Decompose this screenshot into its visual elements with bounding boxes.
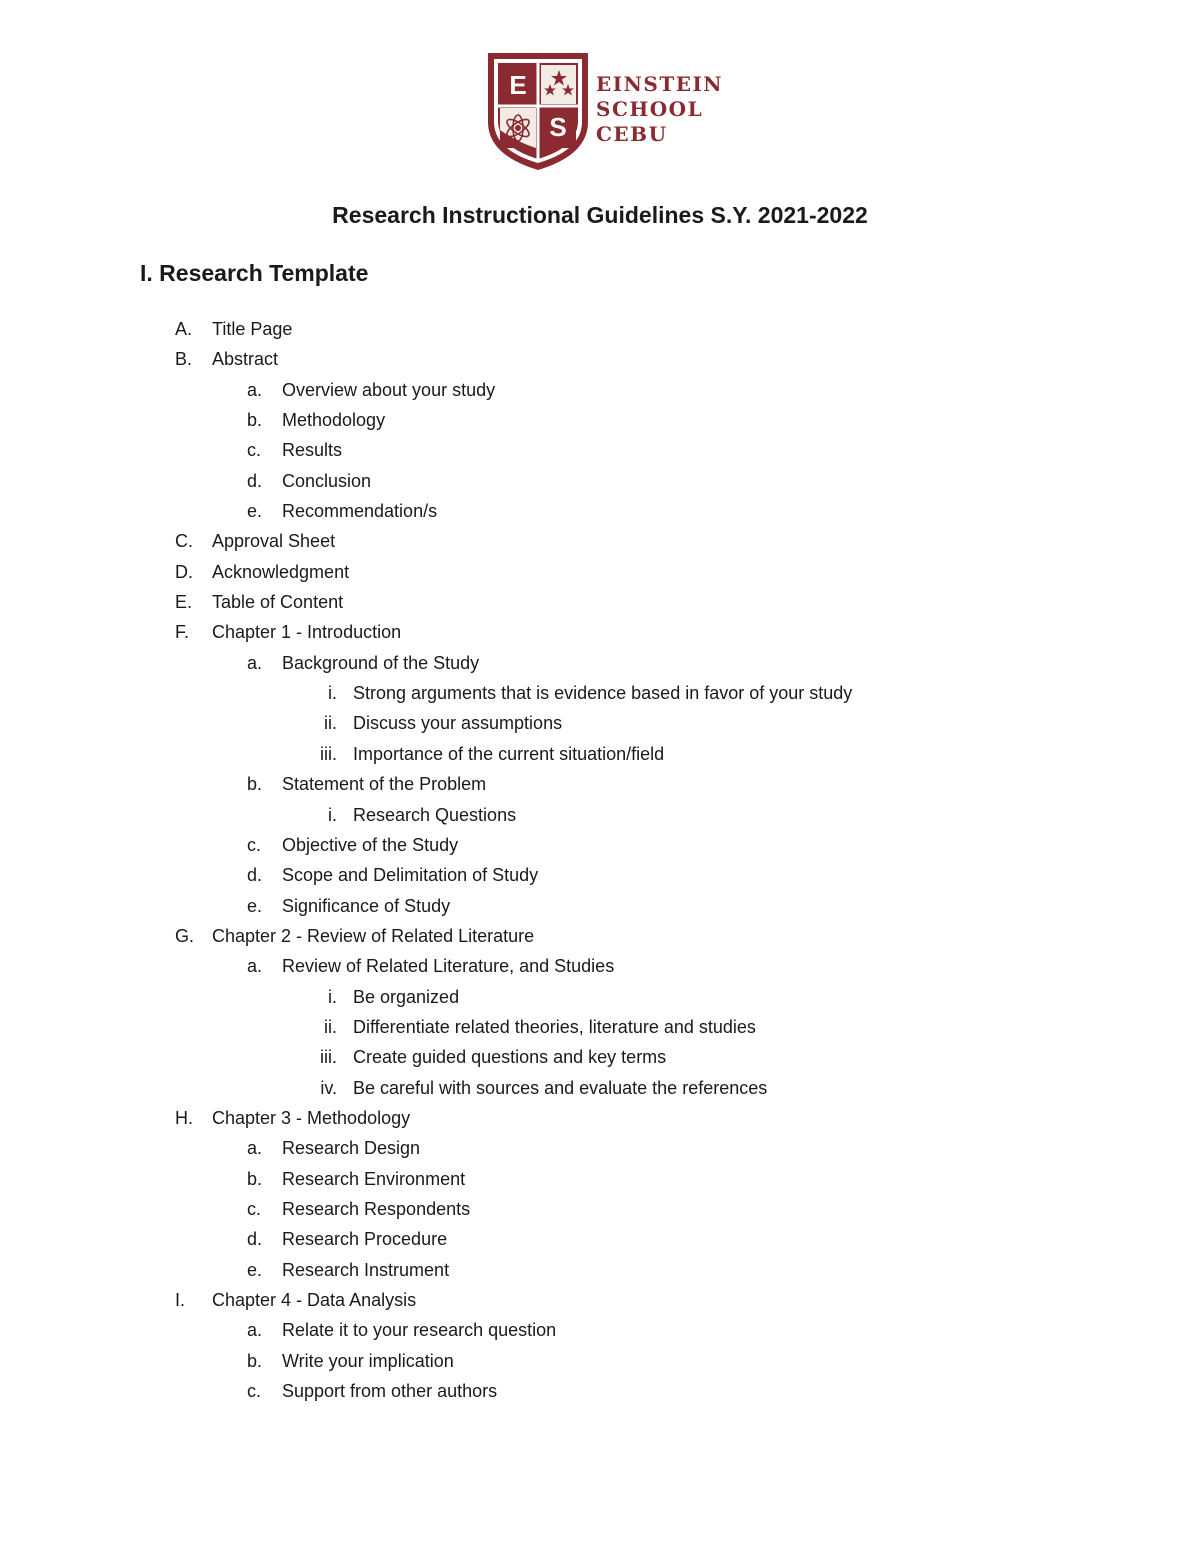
outline-marker: ii. xyxy=(324,1016,337,1037)
outline-marker: C. xyxy=(175,531,193,552)
outline-item-level-1 xyxy=(0,617,1200,647)
outline-marker: B. xyxy=(175,349,193,370)
outline-text: Objective of the Study xyxy=(282,834,459,855)
outline-marker: i. xyxy=(328,986,337,1007)
outline-item-level-3 xyxy=(0,678,1200,708)
school-logo xyxy=(485,50,724,175)
outline-item-level-2 xyxy=(0,769,1200,799)
outline-text: Be careful with sources and evaluate the references xyxy=(353,1077,768,1098)
outline-text: Research Respondents xyxy=(282,1198,471,1219)
outline-item-level-2 xyxy=(0,1376,1200,1406)
outline-marker: c. xyxy=(247,440,262,461)
outline-text: Chapter 4 - Data Analysis xyxy=(212,1290,417,1310)
outline-text: Methodology xyxy=(282,410,386,431)
outline-text: Chapter 1 - Introduction xyxy=(212,622,402,643)
outline-text: Research Questions xyxy=(353,804,517,825)
outline-marker: i. xyxy=(328,804,337,825)
outline-marker: c. xyxy=(247,1198,262,1219)
outline-text: Scope and Delimitation of Study xyxy=(282,865,539,886)
outline-item-level-2 xyxy=(0,1224,1200,1254)
outline-text: Differentiate related theories, literature and studies xyxy=(353,1016,756,1037)
outline-item-level-2 xyxy=(0,1315,1200,1345)
outline-item-level-2 xyxy=(0,1346,1200,1376)
outline-item-level-1 xyxy=(0,557,1200,587)
outline-marker: D. xyxy=(175,561,193,582)
outline-marker: b. xyxy=(247,774,263,795)
school-name-line3: CEBU xyxy=(596,122,668,146)
outline-marker: E. xyxy=(175,592,193,613)
outline-marker: H. xyxy=(175,1107,193,1128)
outline-item-level-3 xyxy=(0,739,1200,769)
outline-marker: a. xyxy=(247,652,263,673)
outline-text: Table of Content xyxy=(212,592,344,613)
outline-item-level-2 xyxy=(0,1164,1200,1194)
outline-text: Write your implication xyxy=(282,1350,454,1371)
outline-marker: d. xyxy=(247,1229,263,1250)
outline-text: Relate it to your research question xyxy=(282,1320,557,1341)
outline-text: Strong arguments that is evidence based in favor of your study xyxy=(353,683,853,704)
outline-marker: d. xyxy=(247,865,263,886)
outline-text: Acknowledgment xyxy=(212,561,350,582)
outline-marker: G. xyxy=(175,925,195,946)
outline-text: Results xyxy=(282,440,343,461)
outline-marker: a. xyxy=(247,1320,263,1341)
outline-marker: b. xyxy=(247,1350,263,1371)
outline-marker: F. xyxy=(175,622,190,643)
outline-text: Statement of the Problem xyxy=(282,774,487,795)
outline-list xyxy=(0,314,1200,1406)
outline-text: Review of Related Literature, and Studies xyxy=(282,956,615,977)
outline-text: Create guided questions and key terms xyxy=(353,1047,667,1068)
outline-marker: c. xyxy=(247,834,262,855)
outline-marker: b. xyxy=(247,410,263,431)
outline-text: Research Design xyxy=(282,1138,421,1159)
outline-item-level-2 xyxy=(0,1255,1200,1285)
outline-item-level-2 xyxy=(0,1194,1200,1224)
outline-marker: a. xyxy=(247,379,263,400)
outline-marker: I. xyxy=(175,1290,186,1310)
outline-marker: d. xyxy=(247,470,263,491)
outline-item-level-1 xyxy=(0,344,1200,374)
outline-text: Chapter 2 - Review of Related Literature xyxy=(212,925,535,946)
svg-text:S: S xyxy=(549,112,567,142)
outline-item-level-3 xyxy=(0,800,1200,830)
outline-item-level-2 xyxy=(0,405,1200,435)
outline-item-level-2 xyxy=(0,648,1200,678)
outline-item-level-1 xyxy=(0,526,1200,556)
section-heading: I. Research Template xyxy=(140,260,369,286)
outline-item-level-2 xyxy=(0,1133,1200,1163)
outline-marker: e. xyxy=(247,1259,263,1280)
crest-icon xyxy=(485,50,595,172)
outline-item-level-1 xyxy=(0,1103,1200,1133)
outline-item-level-3 xyxy=(0,982,1200,1012)
outline-marker: iii. xyxy=(320,1047,337,1068)
outline-item-level-2 xyxy=(0,951,1200,981)
outline-item-level-2 xyxy=(0,891,1200,921)
outline-marker: a. xyxy=(247,956,263,977)
outline-text: Overview about your study xyxy=(282,379,496,400)
outline-marker: e. xyxy=(247,501,263,522)
outline-text: Recommendation/s xyxy=(282,501,438,522)
outline-item-level-2 xyxy=(0,830,1200,860)
outline-marker: c. xyxy=(247,1381,262,1402)
svg-text:E: E xyxy=(509,70,527,100)
outline-text: Support from other authors xyxy=(282,1381,498,1402)
outline-text: Be organized xyxy=(353,986,460,1007)
outline-item-level-1 xyxy=(0,587,1200,617)
outline-item-level-1 xyxy=(0,1285,1200,1315)
outline-item-level-2 xyxy=(0,435,1200,465)
outline-text: Conclusion xyxy=(282,470,372,491)
outline-text: Research Environment xyxy=(282,1168,466,1189)
outline-marker: i. xyxy=(328,683,337,704)
outline-marker: a. xyxy=(247,1138,263,1159)
outline-marker: e. xyxy=(247,895,263,916)
outline-text: Title Page xyxy=(212,319,293,339)
outline-text: Discuss your assumptions xyxy=(353,713,563,734)
school-name-line1: EINSTEIN xyxy=(596,72,724,96)
outline-marker: iv. xyxy=(320,1077,337,1098)
outline-text: Background of the Study xyxy=(282,652,480,673)
outline-marker: A. xyxy=(175,319,193,339)
outline-text: Importance of the current situation/field xyxy=(353,743,665,764)
outline-text: Chapter 3 - Methodology xyxy=(212,1107,411,1128)
outline-item-level-2 xyxy=(0,496,1200,526)
outline-marker: iii. xyxy=(320,743,337,764)
outline-item-level-2 xyxy=(0,466,1200,496)
school-name-line2: SCHOOL xyxy=(596,97,704,121)
outline-item-level-1 xyxy=(0,314,1200,344)
outline-item-level-3 xyxy=(0,1042,1200,1072)
outline-item-level-3 xyxy=(0,1012,1200,1042)
outline-item-level-1 xyxy=(0,921,1200,951)
school-name xyxy=(596,72,723,147)
outline-item-level-3 xyxy=(0,708,1200,738)
document-title: Research Instructional Guidelines S.Y. 2021-2022 xyxy=(332,202,868,228)
outline-marker: b. xyxy=(247,1168,263,1189)
outline-text: Research Procedure xyxy=(282,1229,448,1250)
outline-text: Abstract xyxy=(212,349,279,370)
outline-text: Significance of Study xyxy=(282,895,451,916)
outline-text: Research Instrument xyxy=(282,1259,450,1280)
outline-text: Approval Sheet xyxy=(212,531,336,552)
outline-item-level-3 xyxy=(0,1073,1200,1103)
outline-item-level-2 xyxy=(0,860,1200,890)
outline-marker: ii. xyxy=(324,713,337,734)
outline-item-level-2 xyxy=(0,375,1200,405)
